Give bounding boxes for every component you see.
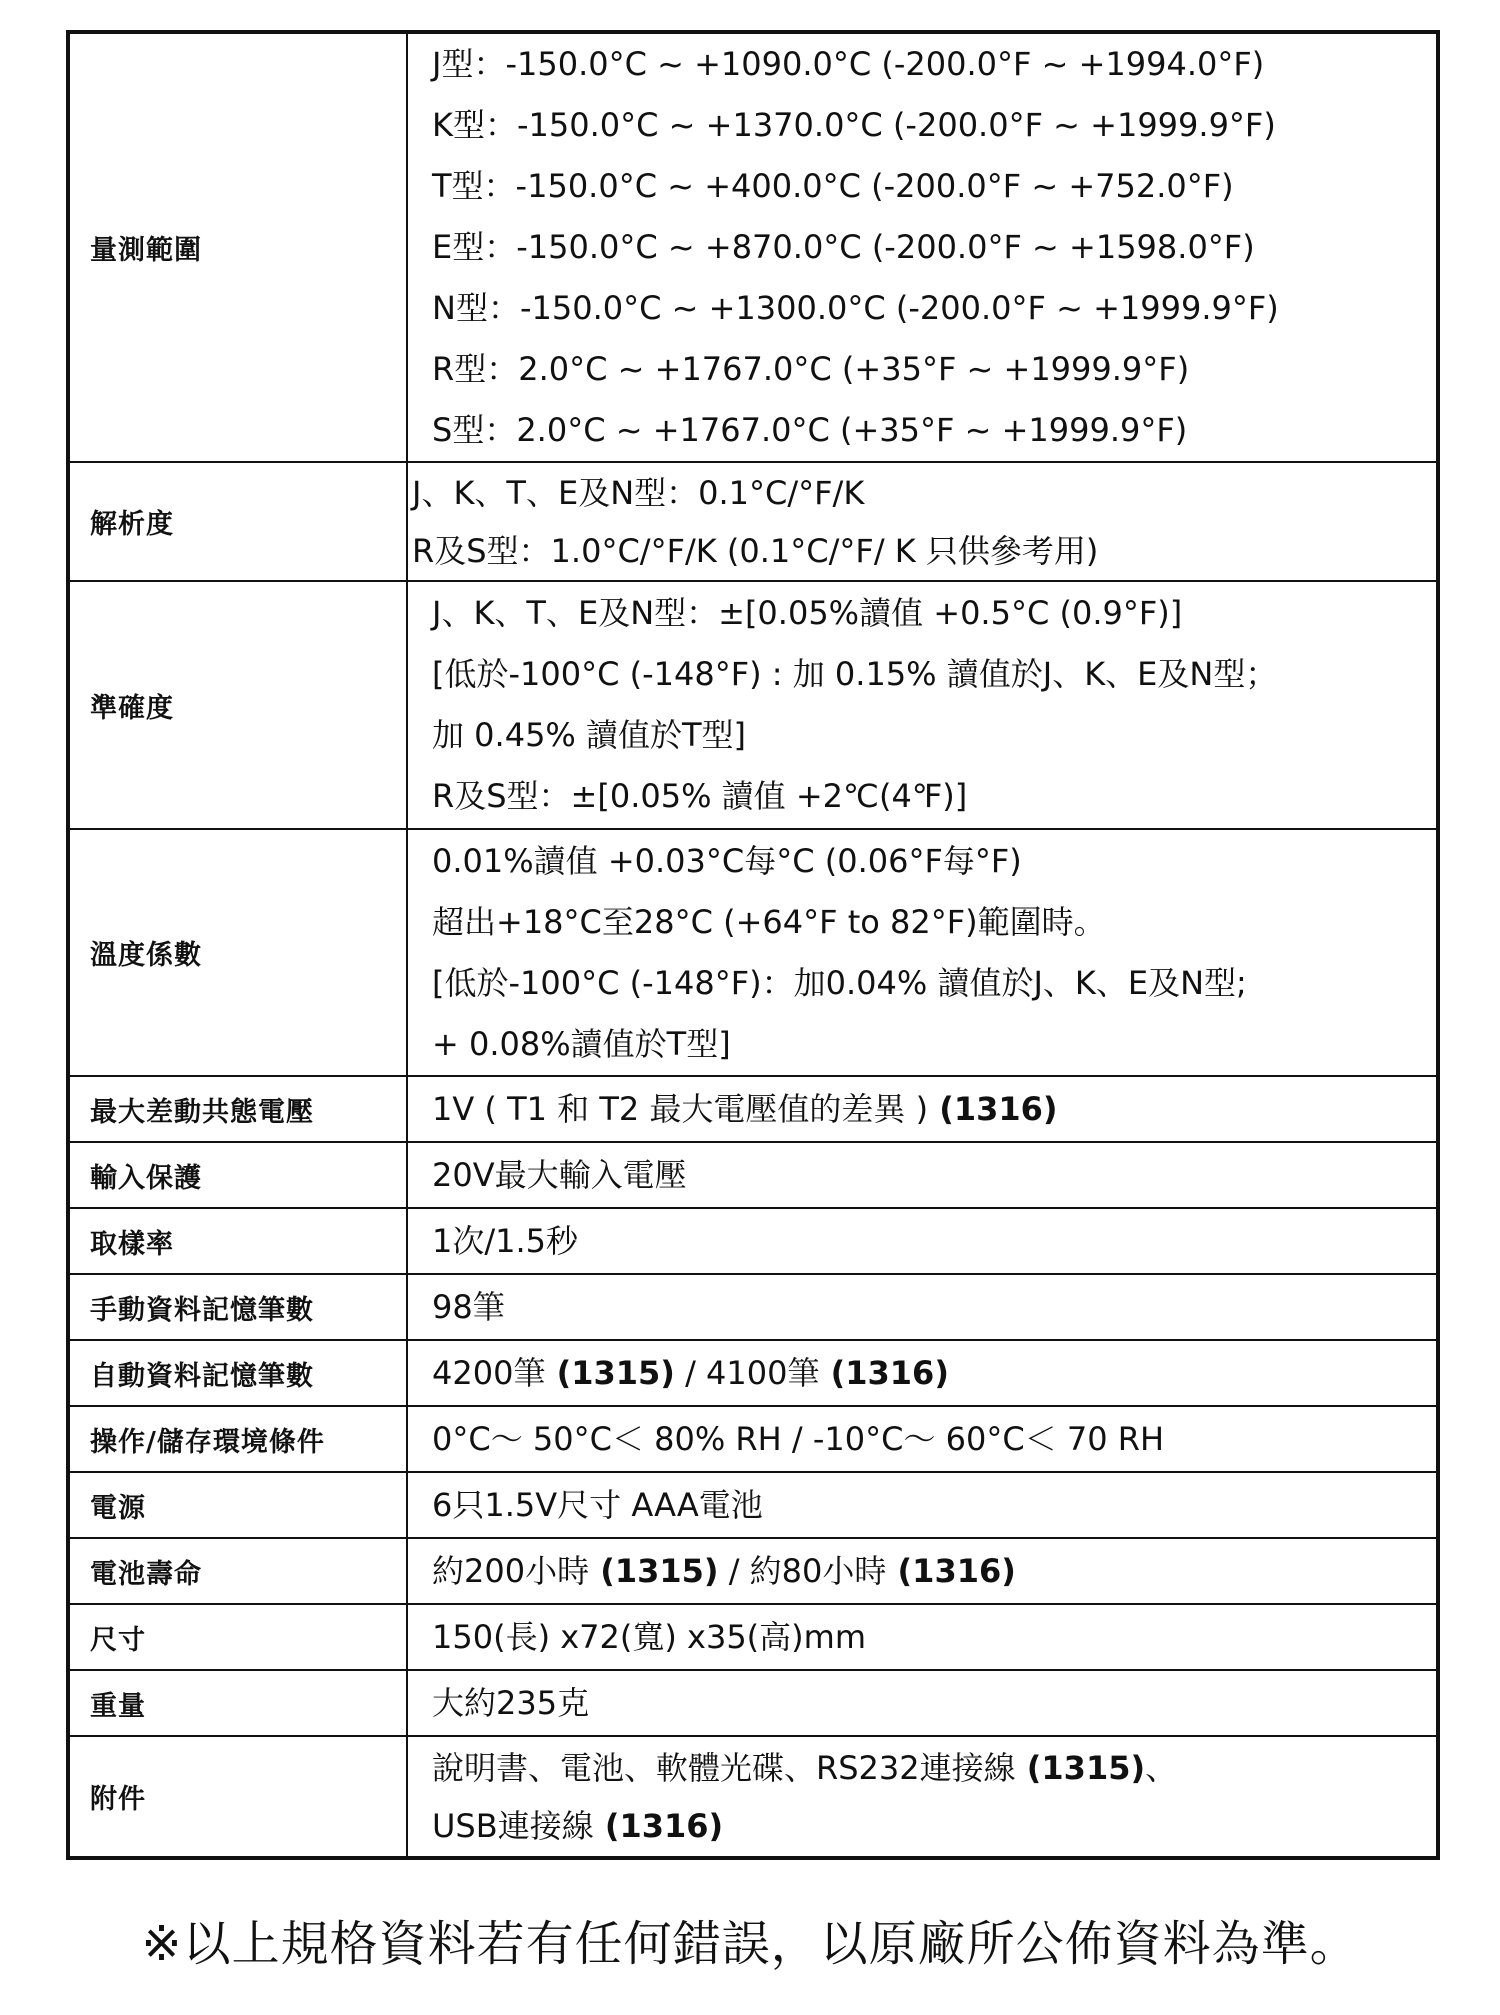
coefficient-line: + 0.08%讀值於T型] bbox=[432, 1024, 731, 1063]
spec-value bbox=[407, 581, 1438, 829]
resolution-line: J、K、T、E及N型：0.1°C/°F/K bbox=[412, 473, 865, 512]
spec-value bbox=[407, 1142, 1438, 1208]
label-text: 解析度 bbox=[90, 509, 174, 540]
spec-value bbox=[407, 1208, 1438, 1274]
spec-value bbox=[407, 1472, 1438, 1538]
spec-row-weight bbox=[68, 1670, 1438, 1736]
spec-label bbox=[68, 1670, 407, 1736]
accessories-line bbox=[432, 1797, 1436, 1855]
spec-label bbox=[68, 1340, 407, 1406]
model-tag: (1316) bbox=[886, 1552, 1016, 1590]
spec-label bbox=[68, 1208, 407, 1274]
spec-row-measurement-range bbox=[68, 32, 1438, 462]
accuracy-line: R及S型：±[0.05% 讀值 +2℃(4℉)] bbox=[432, 777, 968, 815]
value-text: 1次/1.5秒 bbox=[432, 1222, 579, 1260]
value-text: / 4100筆 bbox=[674, 1354, 820, 1392]
spec-label bbox=[68, 1472, 407, 1538]
coefficient-line: [低於-100°C (-148°F)：加0.04% 讀值於J、K、E及N型; bbox=[432, 963, 1247, 1002]
label-text: 輸入保護 bbox=[90, 1162, 202, 1194]
disclaimer-footnote: ※以上規格資料若有任何錯誤，以原廠所公佈資料為準。 bbox=[141, 1916, 1359, 1972]
spec-value bbox=[407, 1736, 1438, 1858]
spec-label bbox=[68, 1142, 407, 1208]
spec-value bbox=[407, 1604, 1438, 1670]
label-text: 最大差動共態電壓 bbox=[90, 1096, 314, 1128]
spec-row-manual-memory bbox=[68, 1274, 1438, 1340]
coefficient-line: 0.01%讀值 +0.03°C每°C (0.06°F每°F) bbox=[432, 841, 1022, 880]
label-text: 溫度係數 bbox=[90, 940, 202, 971]
spec-row-accuracy bbox=[68, 581, 1438, 829]
model-tag: (1315) bbox=[589, 1552, 719, 1590]
spec-value bbox=[407, 1076, 1438, 1142]
spec-value bbox=[407, 829, 1438, 1076]
spec-row-sampling-rate bbox=[68, 1208, 1438, 1274]
value-text: 20V最大輸入電壓 bbox=[432, 1156, 687, 1194]
label-text: 重量 bbox=[90, 1690, 146, 1722]
spec-label bbox=[68, 1604, 407, 1670]
resolution-line: R及S型：1.0°C/°F/K (0.1°C/°F/ K 只供參考用) bbox=[412, 531, 1099, 570]
model-tag: (1316) bbox=[593, 1806, 724, 1845]
spec-label bbox=[68, 462, 407, 581]
accessories-line bbox=[432, 1739, 1436, 1797]
label-text: 取樣率 bbox=[90, 1228, 174, 1260]
spec-value bbox=[407, 1340, 1438, 1406]
spec-label bbox=[68, 1406, 407, 1472]
value-text: 98筆 bbox=[432, 1288, 505, 1326]
spec-value bbox=[407, 1406, 1438, 1472]
spec-value bbox=[407, 1670, 1438, 1736]
value-text: 、 bbox=[1145, 1748, 1178, 1787]
spec-label bbox=[68, 1736, 407, 1858]
value-text: USB連接線 bbox=[432, 1806, 594, 1845]
value-text: 說明書、電池、軟體光碟、RS232連接線 bbox=[432, 1748, 1016, 1787]
spec-row-environment bbox=[68, 1406, 1438, 1472]
spec-value bbox=[407, 1274, 1438, 1340]
spec-row-power bbox=[68, 1472, 1438, 1538]
spec-row-accessories bbox=[68, 1736, 1438, 1858]
spec-value bbox=[407, 32, 1438, 462]
spec-value bbox=[407, 1538, 1438, 1604]
accuracy-line: 加 0.45% 讀值於T型] bbox=[432, 716, 747, 754]
range-line-e: E型：-150.0°C ~ +870.0°C (-200.0°F ~ +1598.0°F) bbox=[432, 228, 1255, 266]
spec-label bbox=[68, 829, 407, 1076]
label-text: 準確度 bbox=[90, 692, 174, 724]
label-text: 電池壽命 bbox=[90, 1558, 202, 1590]
model-tag: (1315) bbox=[1015, 1748, 1146, 1787]
spec-row-auto-memory bbox=[68, 1340, 1438, 1406]
label-text: 自動資料記憶筆數 bbox=[90, 1360, 314, 1392]
spec-row-battery-life bbox=[68, 1538, 1438, 1604]
label-text: 手動資料記憶筆數 bbox=[90, 1294, 314, 1326]
spec-row-resolution bbox=[68, 462, 1438, 581]
value-text: 0°C～ 50°C＜ 80% RH / -10°C～ 60°C＜ 70 RH bbox=[432, 1420, 1165, 1458]
spec-label bbox=[68, 32, 407, 462]
spec-table bbox=[66, 30, 1440, 1860]
model-tag: (1316) bbox=[819, 1354, 949, 1392]
value-text: 大約235克 bbox=[432, 1684, 590, 1722]
spec-row-dimensions bbox=[68, 1604, 1438, 1670]
model-tag: (1315) bbox=[545, 1354, 675, 1392]
spec-label bbox=[68, 581, 407, 829]
label-text: 尺寸 bbox=[90, 1624, 146, 1656]
label-text: 量測範圍 bbox=[90, 235, 202, 266]
range-line-t: T型：-150.0°C ~ +400.0°C (-200.0°F ~ +752.0°F) bbox=[432, 167, 1234, 205]
spec-row-temp-coefficient bbox=[68, 829, 1438, 1076]
model-tag: (1316) bbox=[928, 1090, 1058, 1128]
value-text: 1V ( T1 和 T2 最大電壓值的差異 ) bbox=[432, 1090, 929, 1128]
value-text: 4200筆 bbox=[432, 1354, 546, 1392]
label-text: 附件 bbox=[90, 1784, 146, 1815]
spec-label bbox=[68, 1076, 407, 1142]
value-text: / 約80小時 bbox=[718, 1552, 887, 1590]
value-text: 約200小時 bbox=[432, 1552, 590, 1590]
range-line-n: N型：-150.0°C ~ +1300.0°C (-200.0°F ~ +1999.9°F) bbox=[432, 289, 1279, 327]
spec-value bbox=[407, 462, 1438, 581]
range-line-r: R型：2.0°C ~ +1767.0°C (+35°F ~ +1999.9°F) bbox=[432, 350, 1190, 388]
accuracy-line: J、K、T、E及N型：±[0.05%讀值 +0.5°C (0.9°F)] bbox=[432, 594, 1183, 632]
label-text: 電源 bbox=[90, 1492, 146, 1524]
accuracy-line: [低於-100°C (-148°F) : 加 0.15% 讀值於J、K、E及N型； bbox=[432, 655, 1278, 693]
spec-row-input-protection bbox=[68, 1142, 1438, 1208]
value-text: 150(長) x72(寬) x35(高)mm bbox=[432, 1618, 866, 1656]
spec-label bbox=[68, 1274, 407, 1340]
range-line-k: K型：-150.0°C ~ +1370.0°C (-200.0°F ~ +1999.9°F) bbox=[432, 106, 1276, 144]
range-line-j: J型：-150.0°C ~ +1090.0°C (-200.0°F ~ +1994.0°F) bbox=[432, 45, 1265, 83]
coefficient-line: 超出+18°C至28°C (+64°F to 82°F)範圍時。 bbox=[432, 902, 1106, 941]
spec-label bbox=[68, 1538, 407, 1604]
spec-row-max-voltage bbox=[68, 1076, 1438, 1142]
label-text: 操作/儲存環境條件 bbox=[90, 1426, 325, 1458]
value-text: 6只1.5V尺寸 AAA電池 bbox=[432, 1486, 763, 1524]
range-line-s: S型：2.0°C ~ +1767.0°C (+35°F ~ +1999.9°F) bbox=[432, 411, 1188, 449]
